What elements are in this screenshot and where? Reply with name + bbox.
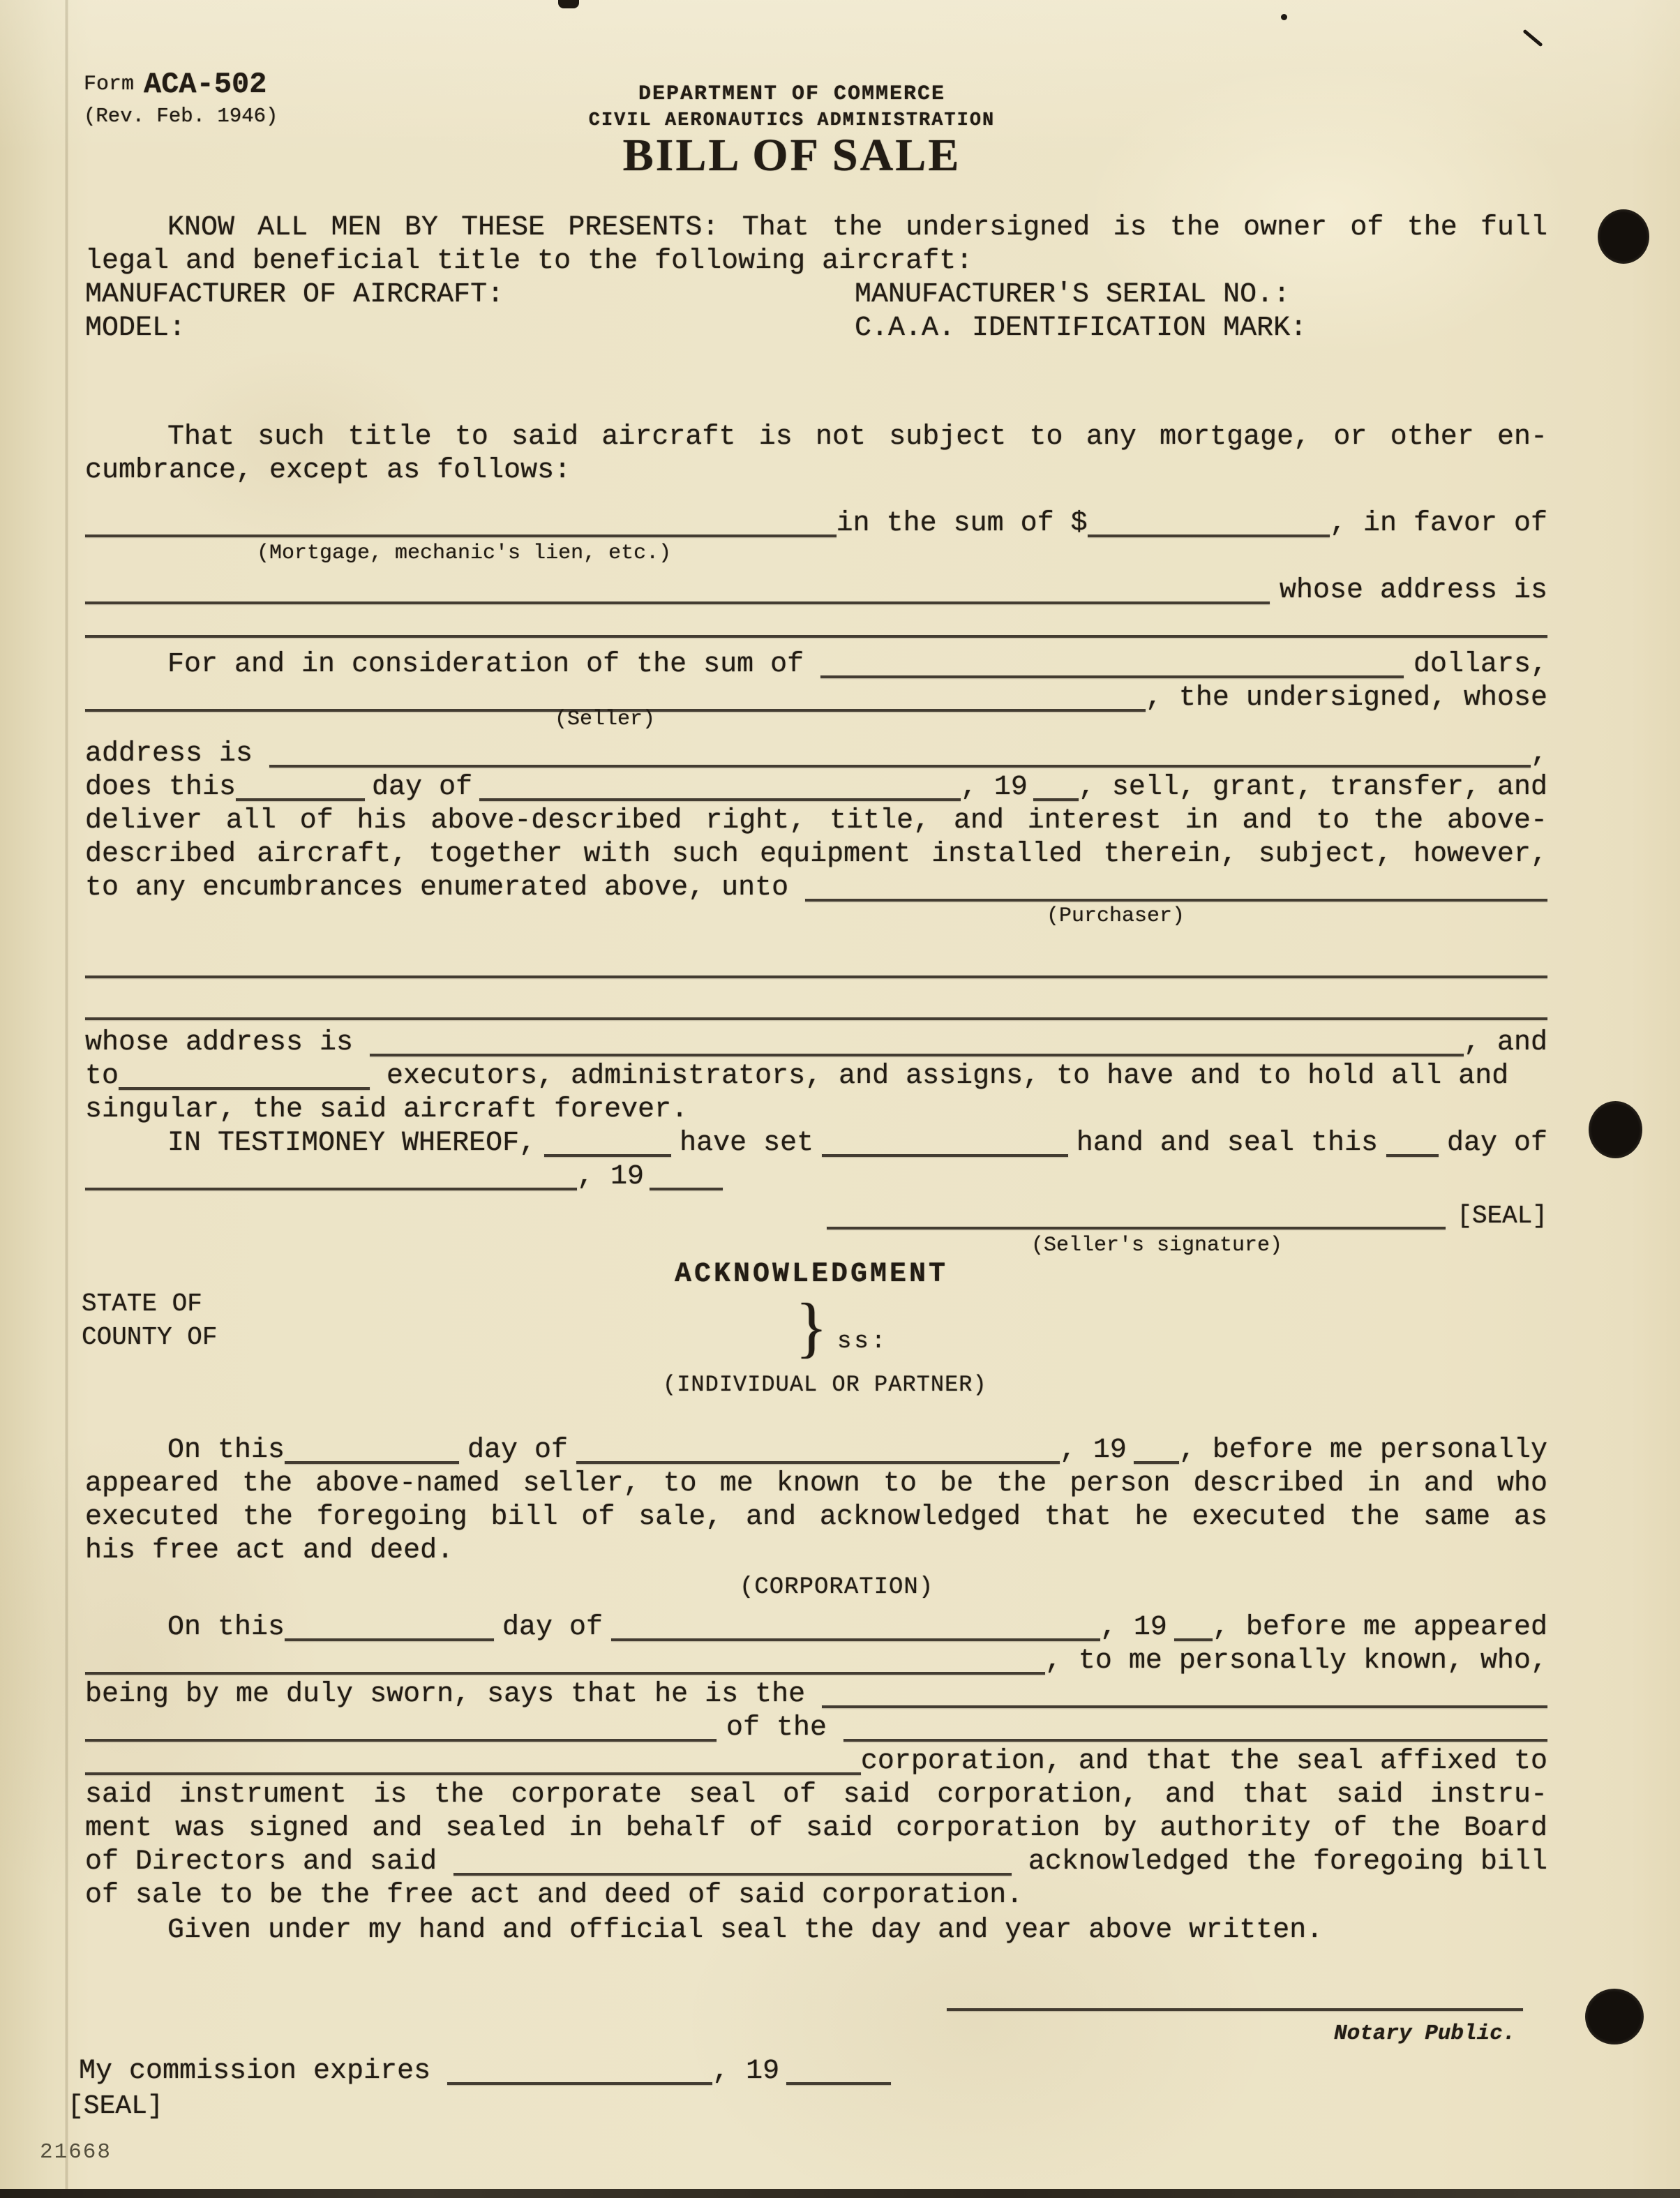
scan-edge-band	[0, 2189, 1680, 2198]
blank-testimony-day	[1386, 1153, 1439, 1157]
corp-acknowledged-text: acknowledged the foregoing bill	[1011, 1846, 1547, 1878]
does-this-text: does this	[85, 772, 237, 803]
corporation-seal-row	[85, 1746, 1547, 1778]
corporation-directors-row	[85, 1846, 1547, 1878]
blank-officer-signatory	[453, 1871, 1012, 1876]
blank-notary-signature	[947, 2007, 1523, 2011]
blank-address-continuation	[85, 634, 1547, 638]
administration-name: CIVIL AERONAUTICS ADMINISTRATION	[588, 110, 996, 131]
encumbrance-sum-row	[85, 508, 1547, 540]
commission-expires-row	[79, 2056, 1125, 2088]
notary-seal-bracket: [SEAL]	[68, 2091, 163, 2121]
corporation-line-6: said instrument is the corporate seal of said corporation, and that said instru-	[85, 1779, 1547, 1811]
corp-of-the-text: of the	[726, 1712, 844, 1744]
described-line: described aircraft, together with such equipment installed therein, subject, however,	[85, 839, 1547, 870]
ss-brace: }	[795, 1289, 828, 1364]
corporation-date-row	[85, 1612, 1547, 1644]
corporation-caption: (CORPORATION)	[740, 1574, 934, 1601]
blank-day-number	[236, 797, 365, 801]
notary-signature-row	[947, 1982, 1523, 2014]
testimony-text: IN TESTIMONEY WHEREOF,	[167, 1128, 537, 1159]
blank-commission-date	[447, 2081, 712, 2085]
corporation-line-7: ment was signed and sealed in behalf of said corporation by authority of the Board	[85, 1813, 1547, 1844]
acknowledgment-heading: ACKNOWLEDGMENT	[674, 1259, 949, 1290]
and-text: , and	[1463, 1027, 1547, 1059]
have-set-text: have set	[680, 1128, 814, 1159]
blank-ind-day	[285, 1460, 459, 1464]
purchaser-caption: (Purchaser)	[1047, 904, 1185, 928]
seller-address-row	[85, 738, 1547, 770]
blank-possessive	[822, 1153, 1068, 1157]
purchaser-continuation-row-2	[85, 991, 1547, 1023]
individual-date-row	[85, 1435, 1547, 1467]
blank-testimony-party	[544, 1153, 671, 1157]
notary-public-label: Notary Public.	[1334, 2021, 1516, 2046]
ind-on-this-text: On this	[167, 1435, 285, 1466]
blank-corporation-name	[843, 1737, 1547, 1742]
corp-day-of-text: day of	[502, 1612, 603, 1643]
unto-text: to any encumbrances enumerated above, unto	[85, 872, 806, 904]
testimony-row	[85, 1128, 1547, 1160]
testimony-day-of-text: day of	[1446, 1128, 1547, 1159]
corp-known-text: , to me personally known, who,	[1044, 1645, 1547, 1677]
blank-corp-day	[285, 1637, 494, 1641]
blank-seller-address	[269, 763, 1531, 768]
encumbrance-line-2: cumbrance, except as follows:	[85, 455, 571, 486]
form-label: Form	[84, 73, 135, 96]
blank-purchaser-line-1	[85, 974, 1547, 978]
blank-purchaser-line-2	[85, 1016, 1547, 1020]
blank-month	[479, 797, 961, 801]
corp-before-me-text: , before me appeared	[1212, 1612, 1547, 1643]
ind-day-of-text: day of	[467, 1435, 569, 1466]
page-title: BILL OF SALE	[622, 130, 961, 181]
punch-hole-bottom	[1585, 1989, 1644, 2044]
caa-identification-label: C.A.A. IDENTIFICATION MARK:	[855, 313, 1307, 344]
blank-favor-name	[85, 600, 1270, 604]
corp-on-this-text: On this	[167, 1612, 285, 1643]
mortgage-caption: (Mortgage, mechanic's lien, etc.)	[257, 541, 672, 565]
individual-line-4: his free act and deed.	[85, 1535, 454, 1567]
purchaser-whose-address-text: whose address is	[85, 1027, 370, 1059]
day-of-text: day of	[372, 772, 473, 803]
address-comma: ,	[1530, 738, 1547, 770]
seal-bracket-text: [SEAL]	[1457, 1202, 1547, 1230]
department-name: DEPARTMENT OF COMMERCE	[638, 82, 946, 106]
for-and-in-consideration-text: For and in consideration of the sum of	[167, 649, 821, 680]
blank-sum-words	[820, 674, 1404, 678]
scan-speck	[558, 0, 579, 8]
blank-testimony-month	[85, 1186, 577, 1190]
singular-line: singular, the said aircraft forever.	[85, 1094, 689, 1126]
blank-officer-title	[822, 1704, 1547, 1708]
undersigned-text: , the undersigned, whose	[1145, 682, 1547, 714]
date-of-sale-row	[85, 772, 1547, 804]
blank-sum-amount	[1088, 533, 1330, 537]
executors-row	[85, 1061, 1547, 1093]
corporation-officer-row	[85, 1645, 1547, 1677]
punch-hole-middle	[1589, 1101, 1642, 1158]
commission-expires-text: My commission expires	[79, 2056, 448, 2087]
county-of-label: COUNTY OF	[82, 1323, 218, 1352]
seller-signature-caption: (Seller's signature)	[1031, 1234, 1283, 1257]
manufacturer-serial-label: MANUFACTURER'S SERIAL NO.:	[855, 279, 1291, 311]
blank-corp-year	[1174, 1637, 1213, 1641]
individual-line-3: executed the foregoing bill of sale, and acknowledged that he executed the same as	[85, 1502, 1547, 1533]
whose-address-text: whose address is	[1279, 575, 1547, 606]
ind-before-me-text: , before me personally	[1178, 1435, 1547, 1466]
corporation-of-the-row	[85, 1712, 1547, 1744]
deliver-line: deliver all of his above-described right, title, and interest in and to the above-	[85, 805, 1547, 837]
scan-speck	[1522, 29, 1543, 47]
punch-hole-top	[1598, 209, 1649, 264]
purchaser-address-row	[85, 1027, 1547, 1059]
seller-signature-row	[827, 1200, 1547, 1232]
ind-comma-19-text: , 19	[1059, 1435, 1127, 1466]
commission-comma-19: , 19	[712, 2056, 780, 2087]
individual-caption: (INDIVIDUAL OR PARTNER)	[663, 1372, 987, 1398]
corp-sworn-text: being by me duly sworn, says that he is the	[85, 1679, 823, 1710]
blank-corporation-name-continuation	[85, 1771, 861, 1775]
encumbrance-line-1: That such title to said aircraft is not subject to any mortgage, or other en-	[167, 421, 1547, 453]
form-number: ACA-502	[144, 68, 267, 101]
scan-speck	[1281, 14, 1287, 20]
individual-line-2: appeared the above-named seller, to me known to be the person described in and who	[85, 1468, 1547, 1500]
dollars-text: dollars,	[1413, 649, 1547, 680]
state-of-label: STATE OF	[82, 1289, 202, 1318]
comma-19-text: , 19	[960, 772, 1028, 803]
testimony-date-row	[85, 1161, 783, 1193]
seller-name-row	[85, 682, 1547, 715]
in-favor-text: , in favor of	[1329, 508, 1547, 539]
blank-ind-year	[1134, 1460, 1179, 1464]
testimony-comma-19: , 19	[577, 1161, 645, 1193]
encumbrance-address-continue-row	[85, 608, 1547, 641]
blank-ind-month	[576, 1460, 1060, 1464]
address-is-text: address is	[85, 738, 270, 770]
blank-corp-month	[611, 1637, 1100, 1641]
ss-label: ss:	[837, 1329, 889, 1355]
corporation-line-9: of sale to be the free act and deed of said corporation.	[85, 1880, 1023, 1911]
seller-caption: (Seller)	[555, 708, 656, 731]
unto-row	[85, 872, 1547, 904]
corporation-title-row	[85, 1679, 1547, 1711]
form-number-line	[84, 68, 502, 100]
blank-title-continuation	[85, 1737, 717, 1742]
corp-corporation-text: corporation, and that the seal affixed to	[860, 1746, 1547, 1777]
intro-line-2: legal and beneficial title to the following aircraft:	[85, 246, 973, 277]
intro-line-1: KNOW ALL MEN BY THESE PRESENTS: That the undersigned is the owner of the full	[167, 212, 1547, 244]
blank-pronoun	[119, 1086, 370, 1090]
manufacturer-label: MANUFACTURER OF AIRCRAFT:	[85, 279, 504, 311]
print-code: 21668	[40, 2140, 112, 2165]
corporation-line-10: Given under my hand and official seal the day and year above written.	[167, 1915, 1323, 1946]
sell-grant-text: , sell, grant, transfer, and	[1078, 772, 1547, 803]
form-revision: (Rev. Feb. 1946)	[84, 105, 278, 128]
corp-directors-text: of Directors and said	[85, 1846, 454, 1878]
corp-comma-19-text: , 19	[1100, 1612, 1167, 1643]
executors-text: executors, administrators, and assigns, to have and to hold all and	[370, 1061, 1509, 1092]
in-the-sum-text: in the sum of $	[836, 508, 1088, 539]
to-text: to	[85, 1061, 119, 1092]
blank-seller-signature	[827, 1225, 1446, 1229]
blank-year	[1033, 797, 1079, 801]
consideration-row	[85, 649, 1547, 681]
model-label: MODEL:	[85, 313, 186, 344]
hand-seal-text: hand and seal this	[1076, 1128, 1378, 1159]
blank-purchaser-name	[805, 897, 1547, 902]
blank-purchaser-address	[370, 1052, 1464, 1056]
blank-encumbrance-description	[85, 533, 837, 537]
encumbrance-address-row	[85, 575, 1547, 607]
purchaser-continuation-row-1	[85, 949, 1547, 981]
blank-testimony-year	[650, 1186, 723, 1190]
blank-officer-name	[85, 1670, 1045, 1675]
blank-commission-year	[786, 2081, 891, 2085]
